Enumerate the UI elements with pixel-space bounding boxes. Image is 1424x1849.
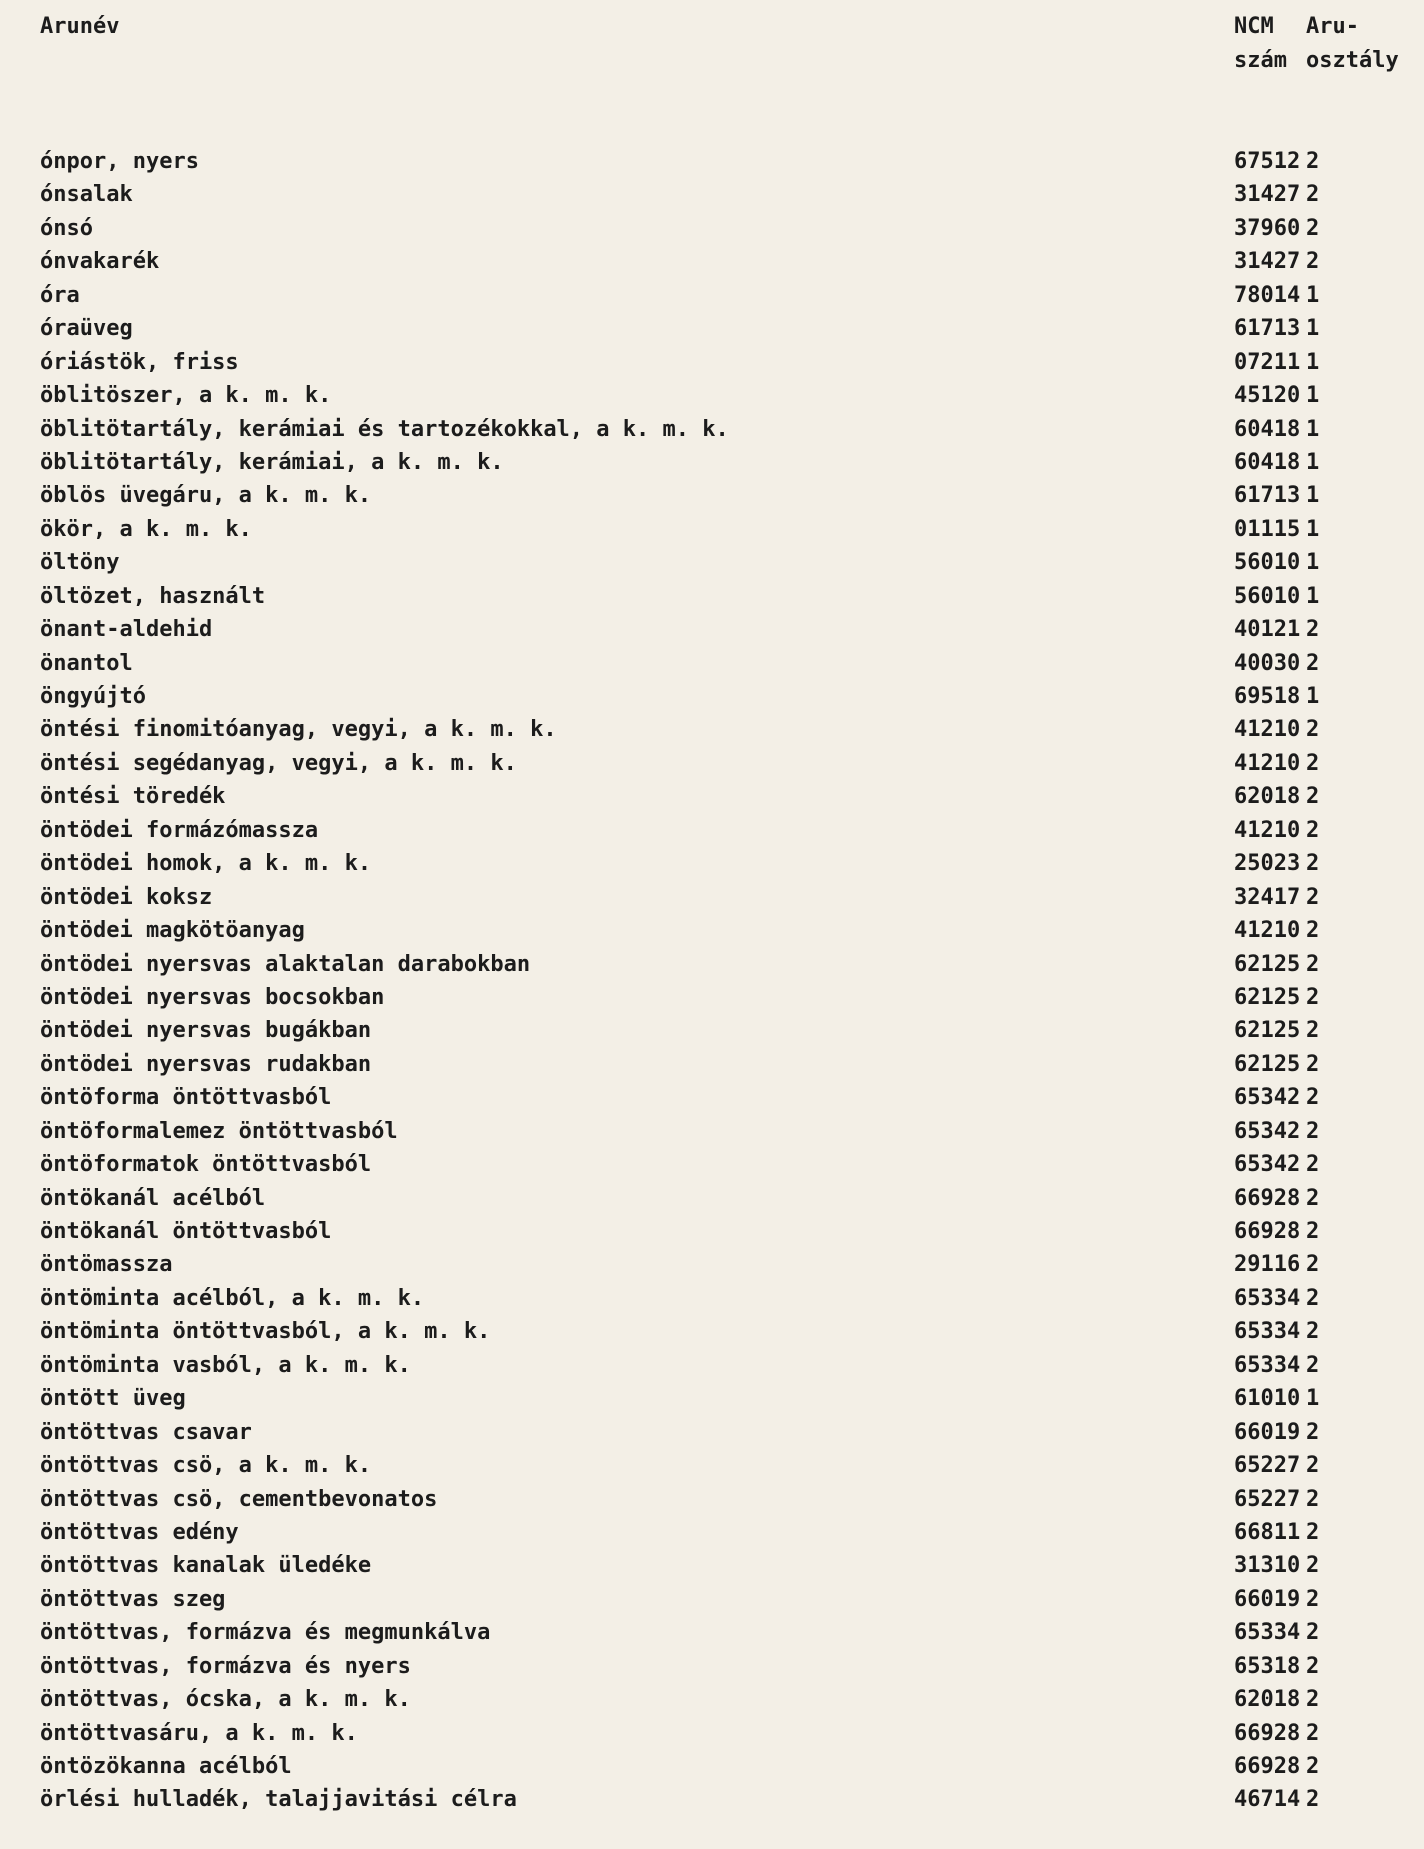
item-class: 2 <box>1306 1219 1320 1244</box>
item-name: óraüveg <box>40 316 133 342</box>
item-ncm-number: 60418 <box>1234 416 1301 442</box>
item-name: öblitöszer, a k. m. k. <box>40 383 332 409</box>
item-name: öntödei nyersvas bugákban <box>40 1018 372 1044</box>
list-item <box>0 747 1424 780</box>
item-class: 1 <box>1306 316 1320 342</box>
item-name: öntési finomitóanyag, vegyi, a k. m. k. <box>40 717 557 743</box>
item-name: öntödei koksz <box>40 884 213 910</box>
list-item <box>0 580 1424 613</box>
item-ncm-number: 41210 <box>1234 717 1301 743</box>
item-class: 2 <box>1306 1185 1320 1211</box>
item-ncm-number: 62018 <box>1234 1687 1301 1713</box>
item-ncm-number: 65227 <box>1234 1486 1301 1512</box>
list-item <box>0 546 1424 579</box>
item-ncm-number: 66928 <box>1234 1185 1301 1211</box>
item-ncm-number: 62125 <box>1234 984 1301 1010</box>
item-name: öntödei nyersvas alaktalan darabokban <box>40 951 531 977</box>
item-class: 2 <box>1306 149 1320 174</box>
item-ncm-number: 62018 <box>1234 784 1301 810</box>
list-item <box>0 245 1424 278</box>
item-ncm-number: 31427 <box>1234 249 1301 275</box>
item-name: öntési töredék <box>40 784 226 810</box>
item-ncm-number: 65342 <box>1234 1152 1301 1178</box>
item-class: 2 <box>1306 1720 1320 1746</box>
item-name: öblitötartály, kerámiai és tartozékokkal, a k. m. k. <box>40 416 729 442</box>
item-class: 1 <box>1306 550 1320 576</box>
item-name: öntési segédanyag, vegyi, a k. m. k. <box>40 750 517 776</box>
item-name: öltözet, használt <box>40 583 266 609</box>
item-ncm-number: 29116 <box>1234 1252 1301 1278</box>
list-item <box>0 1717 1424 1750</box>
item-class: 2 <box>1306 1051 1320 1077</box>
item-class: 2 <box>1306 784 1320 810</box>
item-name: óra <box>40 282 80 308</box>
item-class: 1 <box>1306 416 1320 442</box>
column-header-ncm <box>1234 10 1298 78</box>
item-class: 2 <box>1306 1687 1320 1713</box>
item-ncm-number: 66928 <box>1234 1219 1301 1244</box>
item-ncm-number: 46714 <box>1234 1787 1301 1813</box>
list-item <box>0 914 1424 947</box>
item-class: 2 <box>1306 884 1320 910</box>
item-ncm-number: 78014 <box>1234 282 1301 308</box>
item-ncm-number: 40121 <box>1234 617 1301 643</box>
list-item <box>0 1449 1424 1482</box>
item-class: 2 <box>1306 1152 1320 1178</box>
list-item <box>0 513 1424 546</box>
list-item <box>0 680 1424 713</box>
item-name: öntöformatok öntöttvasból <box>40 1152 372 1178</box>
list-item <box>0 379 1424 412</box>
list-item <box>0 713 1424 746</box>
item-class: 1 <box>1306 349 1320 375</box>
item-list <box>0 145 1424 1817</box>
item-name: öntökanál öntöttvasból <box>40 1219 332 1244</box>
item-ncm-number: 66019 <box>1234 1419 1301 1445</box>
item-ncm-number: 65334 <box>1234 1319 1301 1345</box>
item-ncm-number: 65318 <box>1234 1653 1301 1679</box>
item-class: 2 <box>1306 817 1320 843</box>
item-ncm-number: 62125 <box>1234 951 1301 977</box>
item-name: öntöttvas szeg <box>40 1586 226 1612</box>
item-name: óriástök, friss <box>40 349 239 375</box>
item-class: 2 <box>1306 1653 1320 1679</box>
item-class: 1 <box>1306 383 1320 409</box>
item-ncm-number: 67512 <box>1234 149 1301 174</box>
item-class: 2 <box>1306 249 1320 275</box>
item-name: öntöttvas kanalak üledéke <box>40 1553 372 1579</box>
item-ncm-number: 65227 <box>1234 1453 1301 1479</box>
item-name: ónpor, nyers <box>40 149 199 174</box>
column-header-item-name <box>40 10 119 44</box>
item-name: ónvakarék <box>40 249 160 275</box>
item-class: 1 <box>1306 483 1320 509</box>
list-item <box>0 1382 1424 1415</box>
list-item <box>0 1315 1424 1348</box>
list-item <box>0 1416 1424 1449</box>
item-class: 2 <box>1306 650 1320 676</box>
list-item <box>0 346 1424 379</box>
item-class: 2 <box>1306 750 1320 776</box>
item-ncm-number: 65334 <box>1234 1620 1301 1646</box>
item-ncm-number: 31427 <box>1234 182 1301 208</box>
list-item <box>0 1148 1424 1181</box>
item-ncm-number: 25023 <box>1234 851 1301 877</box>
item-name: öntödei homok, a k. m. k. <box>40 851 372 877</box>
column-header-item-name-label: Arunév <box>40 14 120 39</box>
list-item <box>0 479 1424 512</box>
item-name: öntöttvas, formázva és nyers <box>40 1653 411 1679</box>
list-item <box>0 1483 1424 1516</box>
item-ncm-number: 32417 <box>1234 884 1301 910</box>
item-name: öntöttvas csavar <box>40 1419 252 1445</box>
list-item <box>0 1081 1424 1114</box>
item-ncm-number: 60418 <box>1234 449 1301 475</box>
item-class: 2 <box>1306 182 1320 208</box>
item-ncm-number: 01115 <box>1234 516 1301 542</box>
item-name: öntöttvas, formázva és megmunkálva <box>40 1620 491 1646</box>
item-class: 2 <box>1306 215 1320 241</box>
list-item <box>0 814 1424 847</box>
list-item <box>0 446 1424 479</box>
column-header-class-line1: Aru- <box>1306 14 1359 39</box>
item-class: 2 <box>1306 1118 1320 1144</box>
item-name: öntöttvas csö, a k. m. k. <box>40 1453 372 1479</box>
item-ncm-number: 41210 <box>1234 817 1301 843</box>
list-item <box>0 279 1424 312</box>
item-class: 1 <box>1306 516 1320 542</box>
item-class: 2 <box>1306 851 1320 877</box>
item-name: ónsó <box>40 215 93 241</box>
item-ncm-number: 65334 <box>1234 1285 1301 1311</box>
list-item <box>0 1516 1424 1549</box>
list-item <box>0 178 1424 211</box>
column-header-ncm-line2: szám <box>1234 48 1287 73</box>
list-item <box>0 1616 1424 1649</box>
item-ncm-number: 61010 <box>1234 1386 1301 1412</box>
list-item <box>0 1048 1424 1081</box>
item-class: 2 <box>1306 1285 1320 1311</box>
item-class: 2 <box>1306 1252 1320 1278</box>
item-name: öntödei nyersvas bocsokban <box>40 984 385 1010</box>
item-ncm-number: 62125 <box>1234 1018 1301 1044</box>
item-class: 2 <box>1306 918 1320 944</box>
list-item <box>0 312 1424 345</box>
list-item <box>0 1583 1424 1616</box>
item-ncm-number: 61713 <box>1234 316 1301 342</box>
column-header-class <box>1306 10 1399 78</box>
item-ncm-number: 61713 <box>1234 483 1301 509</box>
item-class: 1 <box>1306 449 1320 475</box>
item-name: öntödei nyersvas rudakban <box>40 1051 372 1077</box>
item-ncm-number: 56010 <box>1234 550 1301 576</box>
list-item <box>0 1248 1424 1281</box>
item-class: 2 <box>1306 1620 1320 1646</box>
item-ncm-number: 69518 <box>1234 684 1301 709</box>
item-name: öltöny <box>40 550 120 576</box>
item-name: öntöformalemez öntöttvasból <box>40 1118 398 1144</box>
list-item <box>0 948 1424 981</box>
item-ncm-number: 31310 <box>1234 1553 1301 1579</box>
list-item <box>0 1783 1424 1816</box>
item-ncm-number: 65342 <box>1234 1118 1301 1144</box>
item-class: 2 <box>1306 1419 1320 1445</box>
list-item <box>0 647 1424 680</box>
list-item <box>0 1182 1424 1215</box>
item-class: 2 <box>1306 1085 1320 1111</box>
item-ncm-number: 41210 <box>1234 918 1301 944</box>
list-item <box>0 1014 1424 1047</box>
list-item <box>0 212 1424 245</box>
item-name: öntöforma öntöttvasból <box>40 1085 332 1111</box>
list-item <box>0 1683 1424 1716</box>
item-class: 1 <box>1306 684 1320 709</box>
list-item <box>0 145 1424 178</box>
item-ncm-number: 66019 <box>1234 1586 1301 1612</box>
list-item <box>0 1650 1424 1683</box>
item-name: öntöttvasáru, a k. m. k. <box>40 1720 358 1746</box>
item-ncm-number: 65334 <box>1234 1352 1301 1378</box>
item-name: öntöminta acélból, a k. m. k. <box>40 1285 425 1311</box>
item-class: 2 <box>1306 1787 1320 1813</box>
item-class: 2 <box>1306 1586 1320 1612</box>
item-class: 2 <box>1306 1319 1320 1345</box>
item-ncm-number: 62125 <box>1234 1051 1301 1077</box>
item-name: öntött üveg <box>40 1386 186 1412</box>
list-item <box>0 981 1424 1014</box>
list-item <box>0 1282 1424 1315</box>
item-ncm-number: 40030 <box>1234 650 1301 676</box>
item-ncm-number: 66811 <box>1234 1519 1301 1545</box>
item-class: 2 <box>1306 951 1320 977</box>
list-item <box>0 847 1424 880</box>
item-class: 2 <box>1306 1754 1320 1779</box>
item-name: öblitötartály, kerámiai, a k. m. k. <box>40 449 504 475</box>
item-ncm-number: 65342 <box>1234 1085 1301 1111</box>
item-name: önantol <box>40 650 133 676</box>
item-class: 2 <box>1306 717 1320 743</box>
item-class: 1 <box>1306 583 1320 609</box>
item-ncm-number: 66928 <box>1234 1754 1301 1779</box>
item-class: 2 <box>1306 1453 1320 1479</box>
item-class: 2 <box>1306 1352 1320 1378</box>
list-item <box>0 1215 1424 1248</box>
item-name: öntöminta öntöttvasból, a k. m. k. <box>40 1319 491 1345</box>
item-name: öntözökanna acélból <box>40 1754 292 1779</box>
column-header-class-line2: osztály <box>1306 48 1399 73</box>
item-name: örlési hulladék, talajjavitási célra <box>40 1787 517 1813</box>
item-ncm-number: 56010 <box>1234 583 1301 609</box>
list-item <box>0 780 1424 813</box>
item-class: 2 <box>1306 1018 1320 1044</box>
item-name: ökör, a k. m. k. <box>40 516 252 542</box>
item-class: 1 <box>1306 1386 1320 1412</box>
item-class: 2 <box>1306 1486 1320 1512</box>
item-class: 2 <box>1306 1519 1320 1545</box>
item-name: öntödei magkötöanyag <box>40 918 305 944</box>
item-name: öntöminta vasból, a k. m. k. <box>40 1352 411 1378</box>
item-name: öntödei formázómassza <box>40 817 319 843</box>
item-ncm-number: 45120 <box>1234 383 1301 409</box>
item-class: 2 <box>1306 984 1320 1010</box>
list-item <box>0 1349 1424 1382</box>
item-ncm-number: 37960 <box>1234 215 1301 241</box>
item-class: 1 <box>1306 282 1320 308</box>
list-item <box>0 1115 1424 1148</box>
list-item <box>0 1549 1424 1582</box>
list-item <box>0 413 1424 446</box>
list-item <box>0 881 1424 914</box>
item-class: 2 <box>1306 617 1320 643</box>
item-name: öntömassza <box>40 1252 173 1278</box>
item-name: öblös üvegáru, a k. m. k. <box>40 483 372 509</box>
item-name: öntöttvas csö, cementbevonatos <box>40 1486 438 1512</box>
item-ncm-number: 41210 <box>1234 750 1301 776</box>
item-name: öntöttvas edény <box>40 1519 239 1545</box>
item-name: öngyújtó <box>40 684 146 709</box>
list-item <box>0 1750 1424 1783</box>
item-name: öntökanál acélból <box>40 1185 266 1211</box>
item-ncm-number: 07211 <box>1234 349 1301 375</box>
item-class: 2 <box>1306 1553 1320 1579</box>
list-item <box>0 613 1424 646</box>
item-ncm-number: 66928 <box>1234 1720 1301 1746</box>
item-name: öntöttvas, ócska, a k. m. k. <box>40 1687 411 1713</box>
item-name: ónsalak <box>40 182 133 208</box>
column-header-ncm-line1: NCM <box>1234 14 1274 39</box>
item-name: önant-aldehid <box>40 617 213 643</box>
